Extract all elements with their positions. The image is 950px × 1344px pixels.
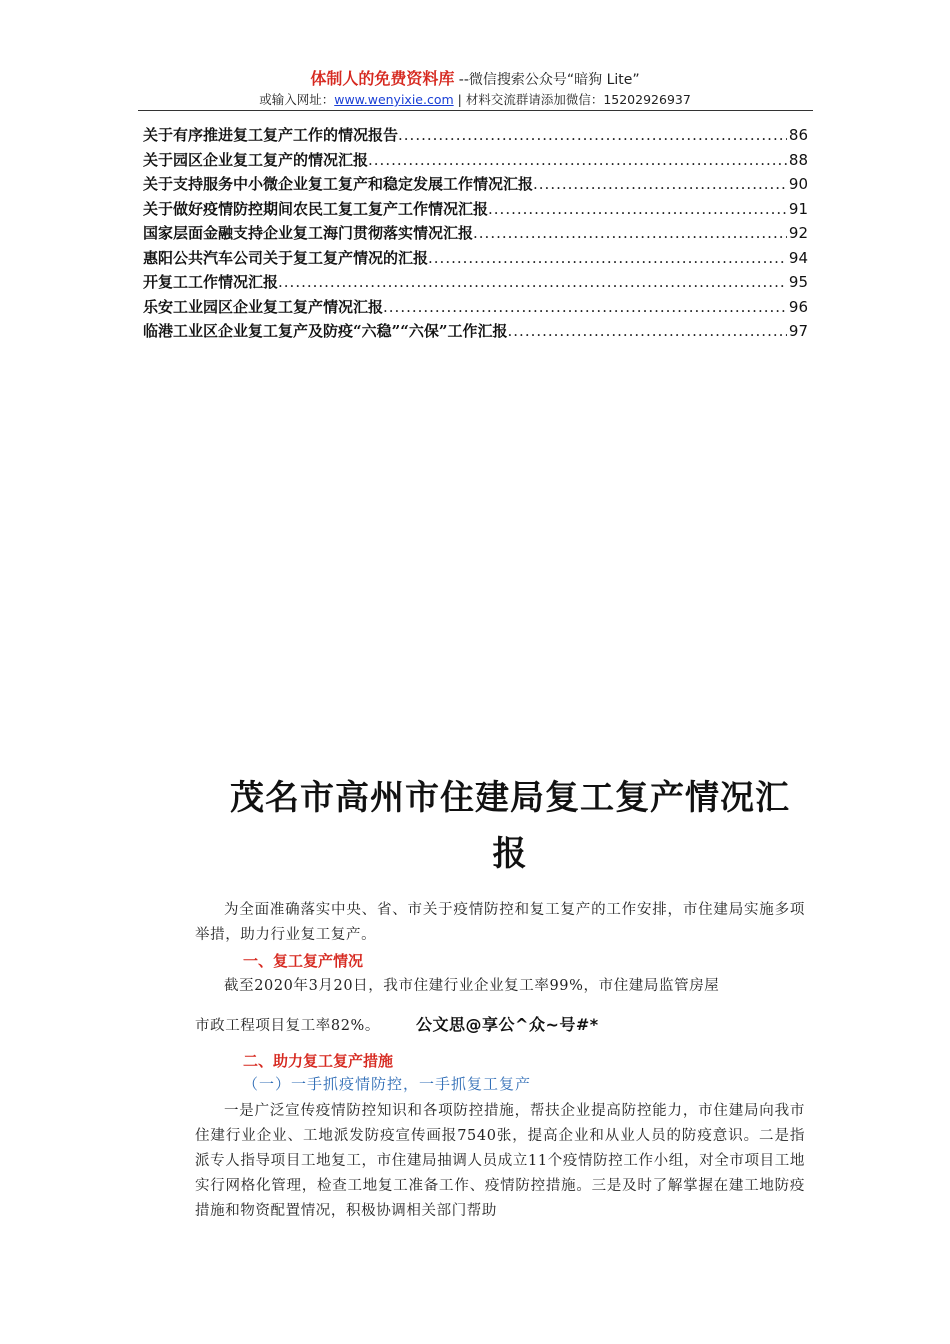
table-of-contents <box>143 124 808 345</box>
toc-item-page: 97 <box>788 322 808 340</box>
toc-item-page: 88 <box>788 150 808 169</box>
header-divider <box>138 110 813 111</box>
toc-item-title: 临港工业区企业复工复产及防疫“六稳”“六保”工作汇报 <box>143 322 508 340</box>
toc-item[interactable] <box>143 222 808 247</box>
toc-item[interactable] <box>143 198 808 223</box>
brand-name: 体制人的免费资料库 <box>310 69 455 88</box>
toc-leader-dots <box>398 126 787 144</box>
toc-item-title: 关于园区企业复工复产的情况汇报 <box>143 150 369 169</box>
subsection-1-body: 一是广泛宣传疫情防控知识和各项防控措施，帮扶企业提高防控能力，市住建局向我市住建行业企业、工地派发防疫宣传画报7540张，提高企业和从业人员的防疫意识。二是指派专人指导项目工地复工，市住建局抽调人员成立11个疫情防控工作小组，对全市项目工地实行网格化管理，检查工地复工准备工作、疫情防控措施。三是及时了解掌握在建工地防疫措施和物资配置情况，积极协调相关部门帮助 <box>195 1103 805 1219</box>
page-header <box>0 70 950 109</box>
toc-item[interactable] <box>143 149 808 174</box>
section-1-line-2-wrap <box>195 1012 805 1039</box>
toc-leader-dots <box>508 322 787 340</box>
toc-item-page: 91 <box>788 199 808 218</box>
website-link[interactable]: www.wenyixie.com <box>334 92 454 107</box>
toc-leader-dots <box>278 273 787 291</box>
header-line-2 <box>0 91 950 109</box>
toc-item-page: 95 <box>788 273 808 291</box>
toc-item-title: 开复工工作情况汇报 <box>143 273 279 291</box>
toc-item[interactable] <box>143 124 808 149</box>
toc-item-page: 94 <box>788 248 808 267</box>
toc-item-title: 关于做好疫情防控期间农民工复工复产工作情况汇报 <box>143 199 489 218</box>
section-1-line-2: 市政工程项目复工率82%。 <box>195 1018 381 1034</box>
header-tagline: --微信搜索公众号“暗狗 Lite” <box>458 72 640 88</box>
toc-item-title: 关于有序推进复工复产工作的情况报告 <box>143 126 399 144</box>
document-title <box>200 770 820 882</box>
toc-item-page: 86 <box>788 126 808 144</box>
section-2-heading: 二、助力复工复产措施 <box>243 1052 394 1070</box>
title-line-2: 报 <box>492 834 528 874</box>
url-prefix: 或输入网址： <box>259 92 335 107</box>
toc-item-title: 关于支持服务中小微企业复工复产和稳定发展工作情况汇报 <box>143 175 534 193</box>
toc-item-title: 国家层面金融支持企业复工海门贯彻落实情况汇报 <box>143 224 474 242</box>
toc-item-page: 92 <box>788 224 808 242</box>
toc-leader-dots <box>368 151 787 169</box>
toc-item[interactable] <box>143 173 808 198</box>
intro-paragraph: 为全面准确落实中央、省、市关于疫情防控和复工复产的工作安排，市住建局实施多项举措，助力行业复工复产。 <box>195 902 805 943</box>
toc-item[interactable] <box>143 296 808 321</box>
toc-item[interactable] <box>143 247 808 272</box>
subsection-1-heading: （一）一手抓疫情防控，一手抓复工复产 <box>243 1075 532 1093</box>
toc-item-title: 惠阳公共汽车公司关于复工复产情况的汇报 <box>143 248 429 267</box>
toc-item-page: 90 <box>788 175 808 193</box>
section-1-heading: 一、复工复产情况 <box>243 952 364 970</box>
toc-leader-dots <box>473 224 787 242</box>
header-line-1 <box>0 70 950 89</box>
watermark-text: 公文思@享公^众~号#* <box>416 1015 599 1034</box>
toc-leader-dots <box>488 200 787 218</box>
toc-item[interactable] <box>143 271 808 296</box>
section-1-line-1: 截至2020年3月20日，我市住建行业企业复工率99%，市住建局监管房屋 <box>224 978 720 994</box>
toc-leader-dots <box>383 298 787 316</box>
toc-item[interactable] <box>143 320 808 345</box>
toc-item-page: 96 <box>788 297 808 316</box>
contact-info: | 材料交流群请添加微信：15202926937 <box>453 92 691 107</box>
toc-leader-dots <box>533 175 787 193</box>
toc-item-title: 乐安工业园区企业复工复产情况汇报 <box>143 297 384 316</box>
toc-leader-dots <box>428 249 787 267</box>
title-line-1: 茂名市高州市住建局复工复产情况汇 <box>230 778 790 818</box>
